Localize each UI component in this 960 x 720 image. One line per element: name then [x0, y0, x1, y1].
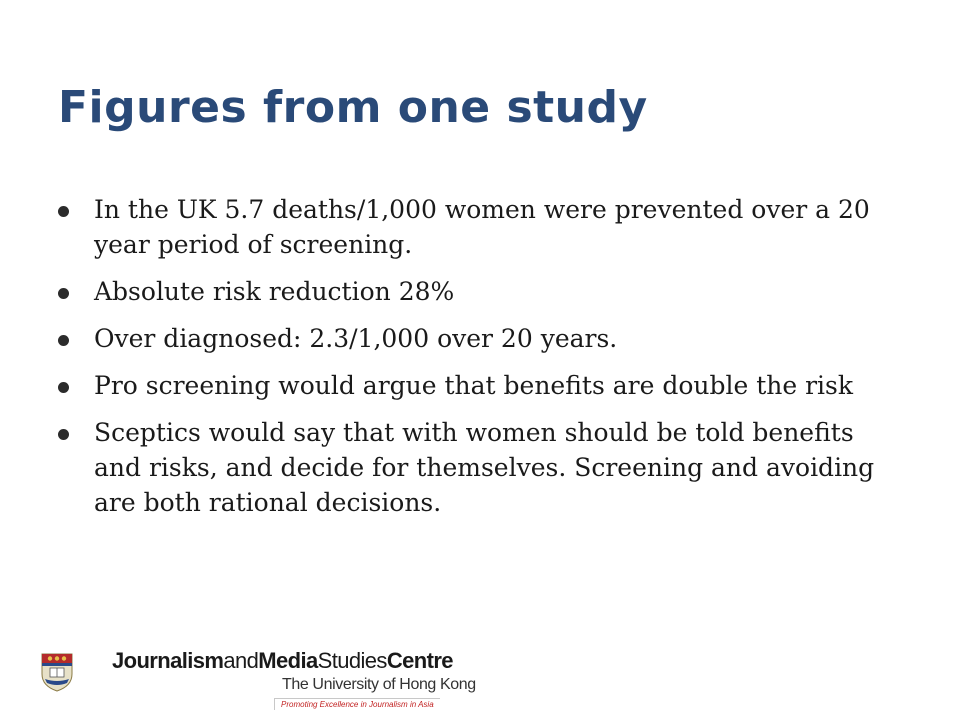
bullet-text: Sceptics would say that with women should be told benefits and risks, and decide for themselves. Screening and avoiding are both rational decisions. [94, 418, 875, 517]
bullet-text: Pro screening would argue that benefits are double the risk [94, 371, 854, 400]
bullet-item [58, 274, 908, 309]
bullet-dot-icon [58, 429, 69, 440]
bullet-item [58, 415, 908, 520]
jmsc-logo [112, 648, 482, 709]
hku-crest-icon [40, 652, 74, 692]
slide-title: Figures from one study [58, 82, 648, 133]
footer [0, 640, 960, 720]
bullet-text: Over diagnosed: 2.3/1,000 over 20 years. [94, 324, 618, 353]
tagline: Promoting Excellence in Journalism in Asia [274, 698, 440, 710]
bullet-text: In the UK 5.7 deaths/1,000 women were prevented over a 20 year period of screening. [94, 195, 870, 259]
organization-name: JournalismandMediaStudiesCentre [112, 648, 453, 673]
university-name: The University of Hong Kong [282, 676, 476, 693]
bullet-list [58, 192, 908, 532]
bullet-item [58, 321, 908, 356]
bullet-item [58, 368, 908, 403]
bullet-dot-icon [58, 382, 69, 393]
bullet-dot-icon [58, 288, 69, 299]
bullet-text: Absolute risk reduction 28% [94, 277, 455, 306]
bullet-dot-icon [58, 206, 69, 217]
bullet-dot-icon [58, 335, 69, 346]
bullet-item [58, 192, 908, 262]
